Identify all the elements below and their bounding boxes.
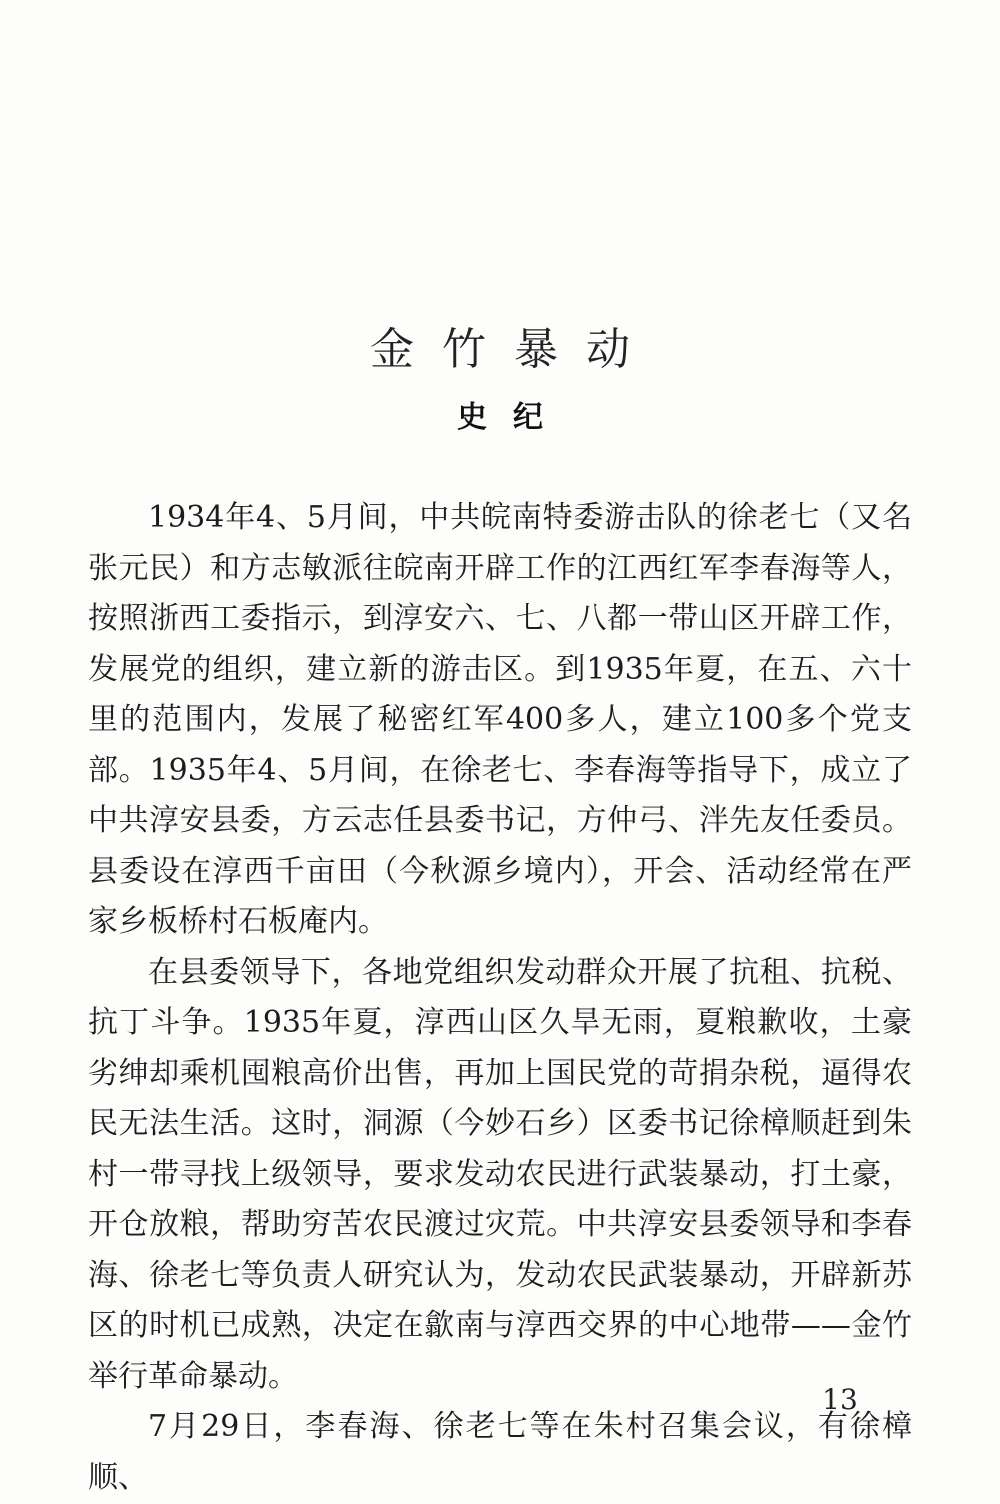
paragraph: 在县委领导下，各地党组织发动群众开展了抗租、抗税、抗丁斗争。1935年夏，淳西山区久旱无雨，夏粮歉收，土豪劣绅却乘机囤粮高价出售，再加上国民党的苛捐杂税，逼得农民无法生活。这时，洞源（今妙石乡）区委书记徐樟顺赶到朱村一带寻找上级领导，要求发动农民进行武装暴动，打土豪，开仓放粮，帮助穷苦农民渡过灾荒。中共淳安县委领导和李春海、徐老七等负责人研究认为，发动农民武装暴动，开辟新苏区的时机已成熟，决定在歙南与淳西交界的中心地带——金竹举行革命暴动。 bbox=[88, 954, 912, 1394]
paragraph: 1934年4、5月间，中共皖南特委游击队的徐老七（又名张元民）和方志敏派往皖南开辟工作的江西红军李春海等人，按照浙西工委指示，到淳安六、七、八都一带山区开辟工作，发展党的组织，建立新的游击区。到1935年夏，在五、六十里的范围内，发展了秘密红军400多人，建立100多个党支部。1935年4、5月间，在徐老七、李春海等指导下，成立了中共淳安县委，方云志任县委书记，方仲弓、泮先友任委员。县委设在淳西千亩田（今秋源乡境内），开会、活动经常在严家乡板桥村石板庵内。 bbox=[88, 500, 912, 939]
body-text bbox=[88, 493, 912, 1503]
paragraph: 7月29日，李春海、徐老七等在朱村召集会议，有徐樟顺、 bbox=[88, 1409, 912, 1495]
page-number: 13 bbox=[822, 1383, 858, 1416]
author-name: 史纪 bbox=[457, 400, 569, 435]
page-title: 金竹暴动 bbox=[370, 324, 658, 376]
